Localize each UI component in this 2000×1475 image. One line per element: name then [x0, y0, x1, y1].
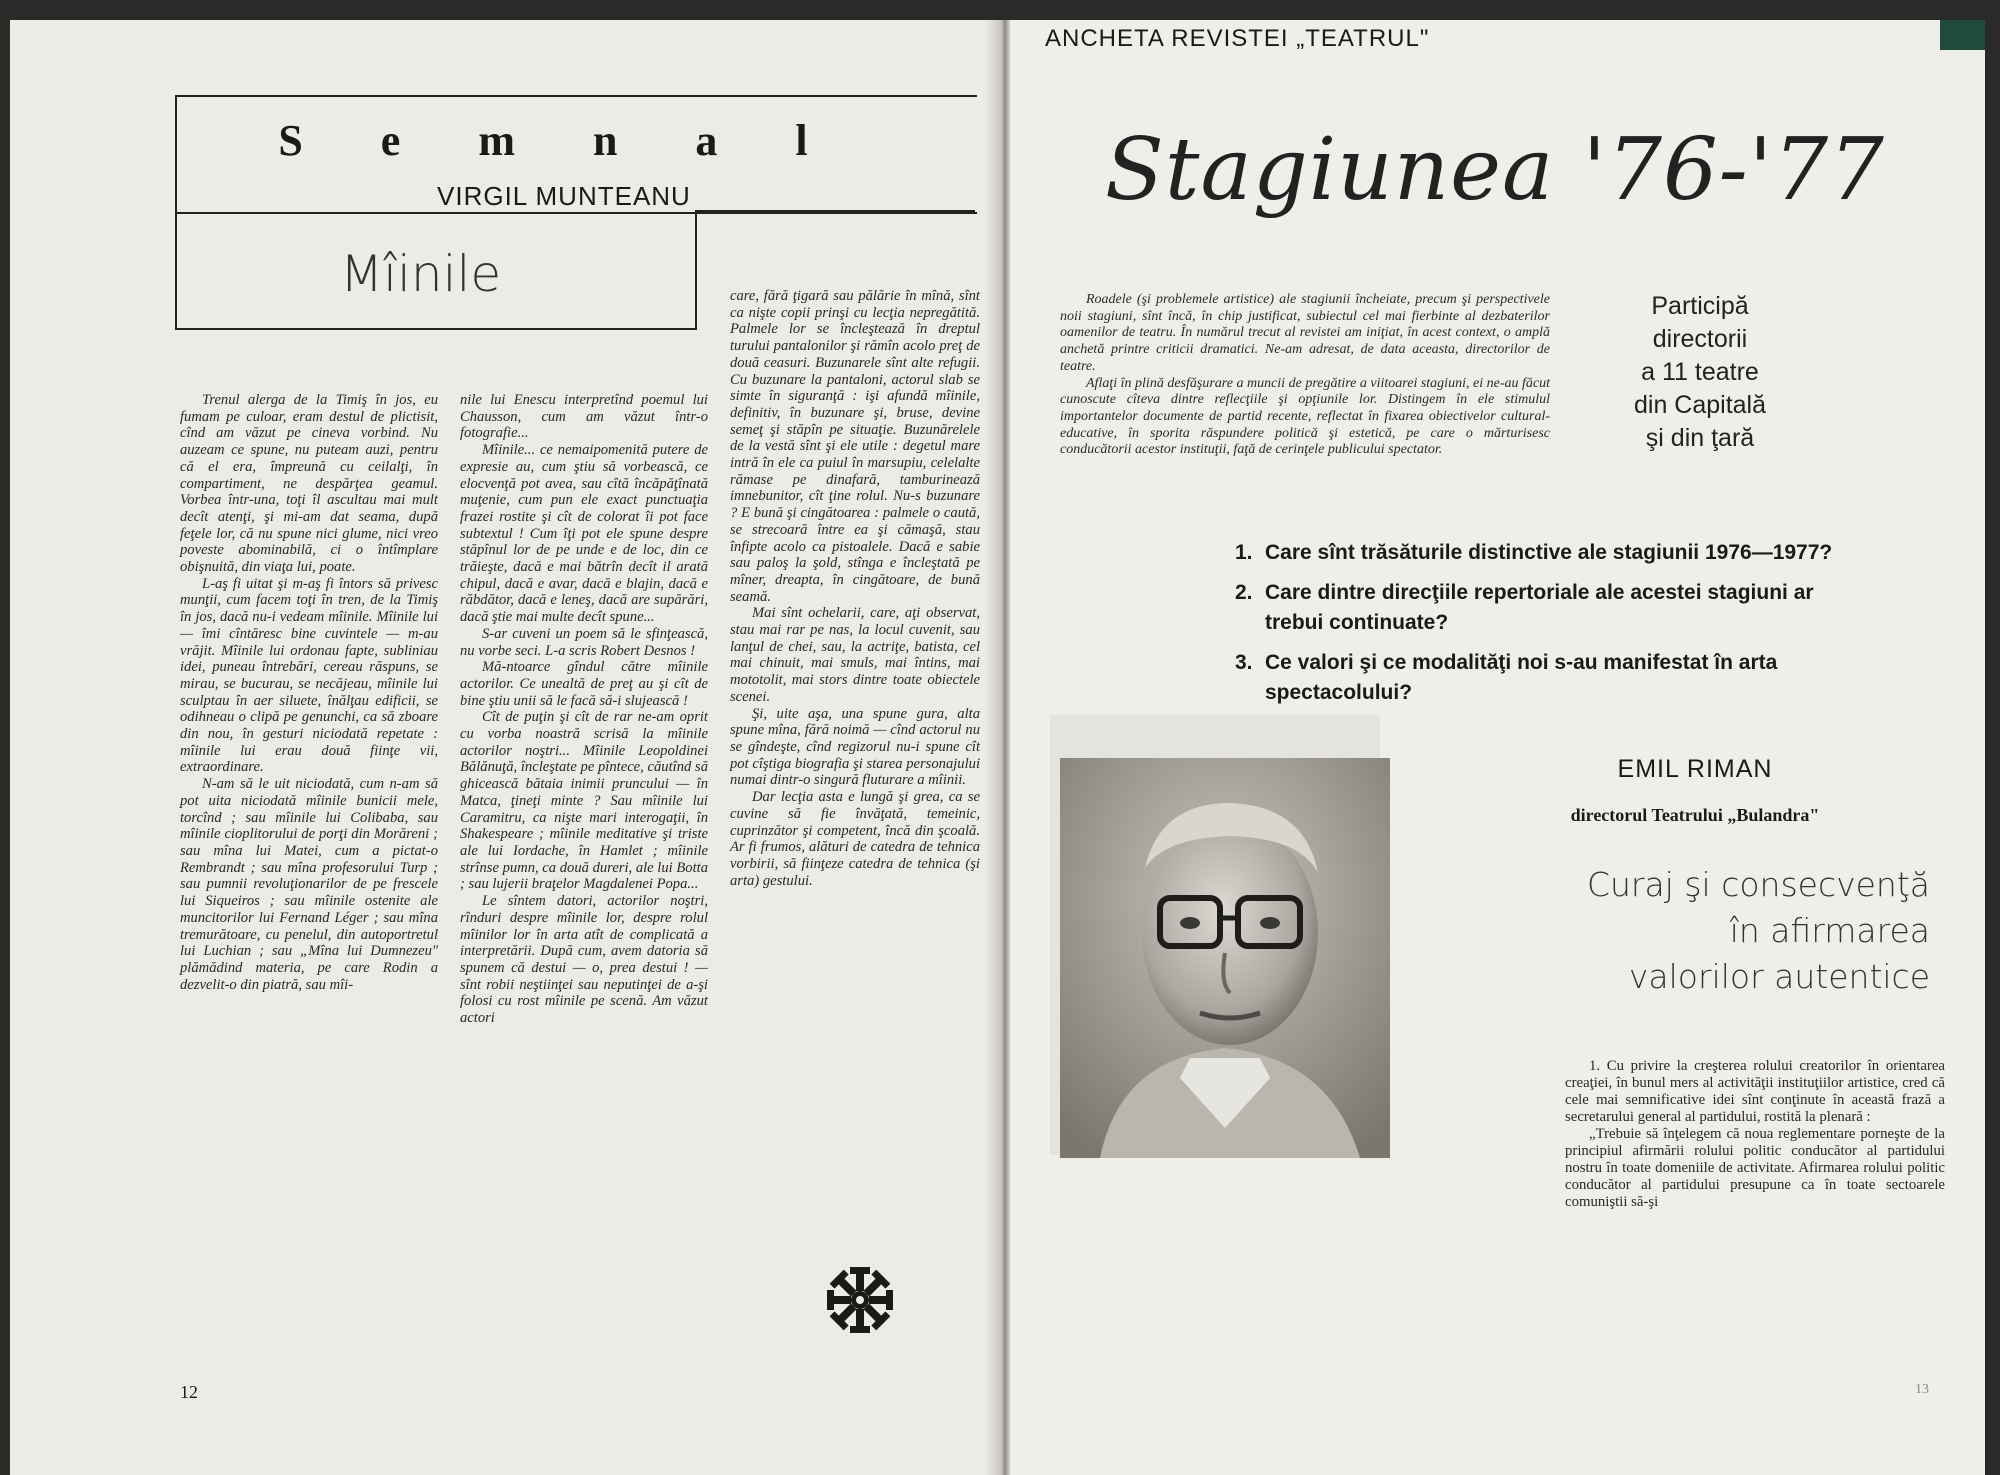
text-column-2: [460, 392, 708, 1027]
intro-text: [1060, 292, 1550, 459]
question-number: 3.: [1235, 651, 1253, 674]
paragraph: Aflaţi în plină desfăşurare a muncii de pregătire a viitoarei stagiuni, ei ne-au făcut cunoscute cîteva dintre reflecţiile şi opţiunile lor. Distingem în ele stimulul importantelor documente de partid recente, reflectat în fixarea obiectivelor cultural-educative, în sporita răspundere politică şi estetică, pe care o mărturisesc conducătorii acestor instituţii, faţă de cerinţele publicului spectator.: [1060, 375, 1550, 458]
question-list: [1235, 538, 1855, 718]
note-line: directorii: [1652, 325, 1748, 353]
page-number: 13: [1915, 1382, 1929, 1397]
text-column-3: [730, 288, 980, 889]
question-item: [1235, 648, 1855, 708]
respondent-role: directorul Teatrului „Bulandra": [1570, 805, 1820, 825]
paragraph: Cît de puţin şi cît de rar ne-am oprit cu vorba noastră scrisă la mîinile actorilor noştri... Mîinile Leopoldinei Bălănuţă, încleştate pe pîntece, căutînd să ghicească bătaia inimii pruncului — în Matca, ţineţi minte ? Sau mîinile lui Caramitru, ca nişte mari interogaţii, în Shakespeare ; mîinile meditative şi triste ale lui Iordache, în Hamlet ; mîinile strînse pumn, ca două dureri, ale lui Botta ; sau lujerii braţelor Magdalenei Popa...: [460, 709, 708, 893]
note-line: şi din ţară: [1645, 424, 1755, 452]
paragraph: Dar lecţia asta e lungă şi grea, ca se cuvine să fie învăţată, temeinic, cuprinzător şi competent, încă din şcoală. Ar fi frumos, alături de catedra de tehnica vorbirii, să fiinţeze catedra de tehnica (şi arta) gestului.: [730, 789, 980, 889]
response-text: [1565, 1058, 1945, 1211]
paragraph: Mă-ntoarce gîndul către mîinile actorilor. Ce unealtă de preţ au şi cît de bine ştiu unii să le facă să-i slujească !: [460, 659, 708, 709]
response-title-line: valorilor autentice: [1628, 957, 1930, 996]
response-title: [1430, 862, 1930, 1000]
paragraph: Şi, uite aşa, una spune gura, alta spune mîna, fără noimă — cînd actorul nu se gîndeşte, cînd regizorul nu-i spune cît pot cîştiga biografia şi starea personajului numai dintr-o singură fluturare a mîinii.: [730, 705, 980, 789]
note-line: a 11 teatre: [1641, 358, 1759, 386]
text-column-1: [180, 392, 438, 993]
question-number: 2.: [1235, 581, 1253, 604]
section-title: Semnal: [278, 116, 886, 165]
paragraph: Mai sînt ochelarii, care, aţi observat, stau mai rar pe nas, la locul cuvenit, sau lanţul de chei, sau, la actriţe, batista, cel mai chinuit, mai smuls, mai întins, mai mototolit, mai stors dintre toate obiectele scenei.: [730, 605, 980, 705]
section-header-box: [175, 95, 977, 214]
question-text: Care dintre direcţiile repertoriale ale acestei stagiuni ar trebui continuate?: [1265, 581, 1814, 634]
note-line: din Capitală: [1633, 391, 1767, 419]
paragraph: „Trebuie să înţelegem că noua reglementare porneşte de la principiul afirmării rolului politic conducător al partidului nostru în toate domeniile de activitate. Afirmarea rolului politic conducător al partidului presupune ca în toate sectoarele comuniştii să-şi: [1565, 1126, 1945, 1210]
response-title-line: în afirmarea: [1729, 911, 1930, 950]
paragraph: Le sîntem datori, actorilor noştri, rînduri despre mîinile lor, despre rolul mîinilor lor în arta atît de complicată a interpretării. După cum, avem datoria să spunem că destui — o, prea destui ! — sînt robii neştiinţei sau neputinţei de a-şi folosi cu rost mîinile pe scenă. Am văzut actori: [460, 893, 708, 1027]
question-number: 1.: [1235, 541, 1253, 564]
paragraph: nile lui Enescu interpretînd poemul lui Chausson, cum am văzut într-o fotografie...: [460, 392, 708, 442]
question-text: Care sînt trăsăturile distinctive ale stagiunii 1976—1977?: [1265, 541, 1833, 564]
note-line: Participă: [1651, 292, 1749, 320]
article-title: Stagiunea '76-'77: [1105, 120, 1885, 220]
title-frame-step-vertical: [695, 210, 697, 328]
left-page: [10, 20, 1000, 1475]
respondent-name: EMIL RIMAN: [1617, 755, 1773, 783]
paragraph: L-aş fi uitat şi m-aş fi întors să privesc munţii, cum facem toţi în tren, de la Timiş în jos, dacă nu-i vedeam mîinile. Mîinile lui — îmi cîntăresc bine cuvintele — m-au vrăjit. Mîinile lui ordonau fapte, subliniau idei, puneau întrebări, cereau răspuns, se mirau, se bucurau, se necăjeau, mîinile lui sculptau în aer siluete, înălţau edificii, se odihneau o clipă pe genunchi, ca să zboare din nou, în gesturi niciodată repetate : mîinile lui erau două fiinţe vii, extraordinare.: [180, 575, 438, 776]
corner-band: [1940, 20, 1985, 50]
question-item: [1235, 578, 1855, 638]
question-text: Ce valori şi ce modalităţi noi s-au manifestat în arta spectacolului?: [1265, 651, 1778, 704]
response-title-line: Curaj şi consecvenţă: [1586, 865, 1930, 904]
title-frame-step: [695, 210, 975, 226]
author-name: VIRGIL MUNTEANU: [437, 181, 691, 211]
paragraph: 1. Cu privire la creşterea rolului creatorilor în orientarea creaţiei, în bunul mers al activităţii instituţiilor artistice, cred că cele mai semnificative idei sînt conţinute în această frază a secretarului general al partidului, rostită la plenară :: [1565, 1058, 1945, 1125]
paragraph: N-am să le uit niciodată, cum n-am să pot uita niciodată mîinile bunicii mele, torcînd ; sau mîinile lui Colibaba, sau mîinile cioplitorului de porţi din Morăreni ; sau mîna lui Matei, cum a pictat-o Rembrandt ; sau mîna profesorului Turp ; sau pumnii revoluţionarilor de pe frescele lui Siqueiros ; sau mîinile ostenite ale muncitorilor lui Fernand Léger ; sau mîna tremurătoare, cu penelul, din autoportretul lui Luchian ; sau „Mîna lui Dumnezeu" plămădind materia, pe care Rodin a dezvelit-o din piatră, sau mîi-: [180, 776, 438, 993]
ornament-icon: [825, 1265, 895, 1335]
page-number: 12: [180, 1382, 198, 1402]
right-page: [1010, 20, 1985, 1475]
portrait-photo: [1060, 758, 1390, 1158]
question-item: [1235, 538, 1855, 568]
paragraph: Trenul alerga de la Timiş în jos, eu fumam pe culoar, eram destul de plictisit, cînd am văzut pe cineva vorbind. Nu auzeam ce spune, nu puteam auzi, pentru că el era, împreună cu ceilalţi, în compartiment, ne despărţea geamul. Vorbea într-una, toţi îl ascultau mai mult decît atenţi, şi mi-am dat seama, după feţele lor, că nu spune nici glume, nici vreo poveste abominabilă, ci o întîmplare obişnuită, din viaţa lui, poate.: [180, 392, 438, 576]
participants-note: [1610, 290, 1790, 455]
article-title: Mîinile: [340, 245, 502, 303]
paragraph: care, fără ţigară sau pălărie în mînă, sînt ca nişte copii prinşi cu lecţia nepregătită. Palmele lor se încleştează în dreptul turului pantalonilor şi rămîn acolo preţ de două ceasuri. Buzunarele sînt alte refugii. Cu buzunare la pantaloni, actorul slab se simte în siguranţă : işi afundă mîinile, definitiv, în buzunare şi, bruse, devine semeţ şi stăpîn pe situaţie. Buzunărelele de la vestă sînt şi ele utile : degetul mare intră în ele ca puiul în marsupiu, celelalte rămase pe dinafară, tamburinează imnebunitor, cît ţine rolul. Nu-s buzunare ? E bună şi cingătoarea : palmele o caută, se strecoară între ea şi cămaşă, stau înfipte acolo ca pistoalele. Dacă e sabie sau paloş la şold, stînga e încleştată pe mîner, dreapta, în cingătoare, de bună seamă.: [730, 288, 980, 605]
series-header: ANCHETA REVISTEI „TEATRUL": [1045, 25, 1430, 52]
paragraph: Roadele (şi problemele artistice) ale stagiunii încheiate, precum şi perspectivele noii stagiuni, sînt încă, în chip justificat, subiectul cel mai fierbinte al dezbaterilor oamenilor de teatru. În numărul trecut al revistei am iniţiat, în acest context, o amplă anchetă printre criticii dramatici. Ne-am adresat, de data aceasta, directorilor de teatre.: [1060, 292, 1550, 374]
paragraph: S-ar cuveni un poem să le sfinţească, nu vorbe seci. L-a scris Robert Desnos !: [460, 625, 708, 659]
paragraph: Mîinile... ce nemaipomenită putere de expresie au, cum ştiu să vorbească, ce elocvenţă pot avea, sau cîtă încăpăţînată muţenie, cum pun ele exact punctuaţia frazei rostite şi cît de colorat îi pot face subtextul ! Cum îţi pot ele spune despre stăpînul lor de pe unde e de loc, din ce trăieşte, dacă e mai bătrîn decît il arată chipul, dacă e avar, dacă e blajin, dacă e răbdător, dacă e leneş, dacă are supărări, dacă ştie mai multe decît spune...: [460, 442, 708, 626]
